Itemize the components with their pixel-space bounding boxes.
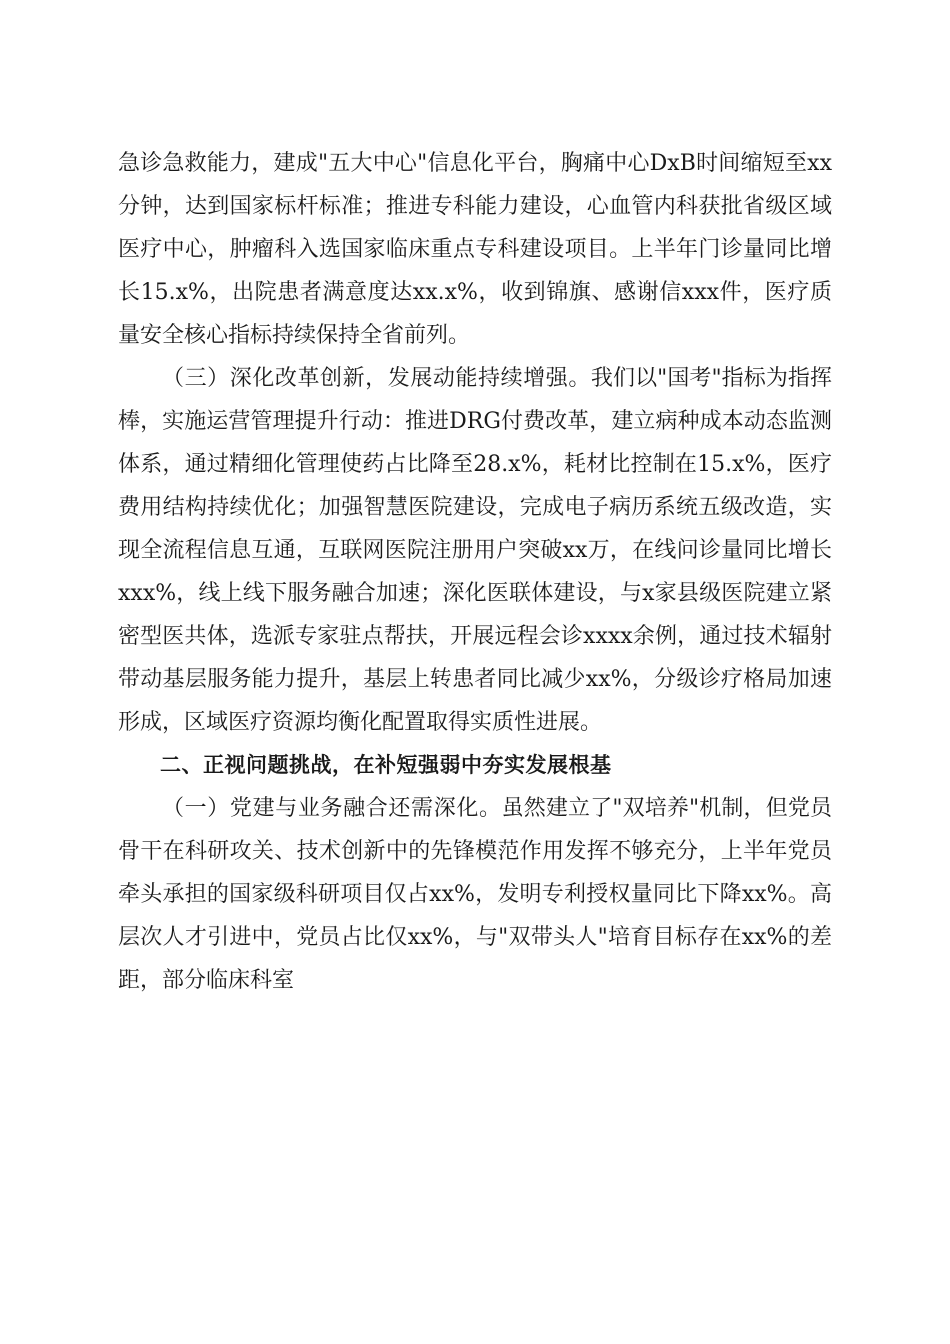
paragraph-text: 我们以"国考"指标为指挥棒，实施运营管理提升行动：推进DRG付费改革，建立病种成本动态监测体系，通过精细化管理使药占比降至28.x%，耗材比控制在15.x%，医疗费用结构持续优化；加强智慧医院建设，完成电子病历系统五级改造，实现全流程信息互通，互联网医院注册用户突破xx万，在线问诊量同比增长xxx%，线上线下服务融合加速；深化医联体建设，与x家县级医院建立紧密型医共体，选派专家驻点帮扶，开展远程会诊xxxx余例，通过技术辐射带动基层服务能力提升，基层上转患者同比减少xx%，分级诊疗格局加速形成，区域医疗资源均衡化配置取得实质性进展。 xyxy=(118,366,832,735)
body-paragraph-1 xyxy=(118,142,832,357)
body-paragraph-3 xyxy=(118,787,832,1002)
paragraph-text: 虽然建立了"双培养"机制，但党员骨干在科研攻关、技术创新中的先锋模范作用发挥不够充分，上半年党员牵头承担的国家级科研项目仅占xx%，发明专利授权量同比下降xx%。高层次人才引进中，党员占比仅xx%，与"双带头人"培育目标存在xx%的差距，部分临床科室 xyxy=(118,796,832,993)
body-paragraph-2 xyxy=(118,357,832,744)
document-body xyxy=(118,142,832,1002)
paragraph-lead-sentence: （三）深化改革创新，发展动能持续增强。 xyxy=(162,366,591,391)
paragraph-lead-sentence: （一）党建与业务融合还需深化。 xyxy=(162,796,502,821)
section-heading: 二、正视问题挑战，在补短强弱中夯实发展根基 xyxy=(160,753,612,777)
paragraph-text: 急诊急救能力，建成"五大中心"信息化平台，胸痛中心DxB时间缩短至xx分钟，达到国家标杆标准；推进专科能力建设，心血管内科获批省级区域医疗中心，肿瘤科入选国家临床重点专科建设项目。上半年门诊量同比增长15.x%，出院患者满意度达xx.x%，收到锦旗、感谢信xxx件，医疗质量安全核心指标持续保持全省前列。 xyxy=(118,151,832,348)
